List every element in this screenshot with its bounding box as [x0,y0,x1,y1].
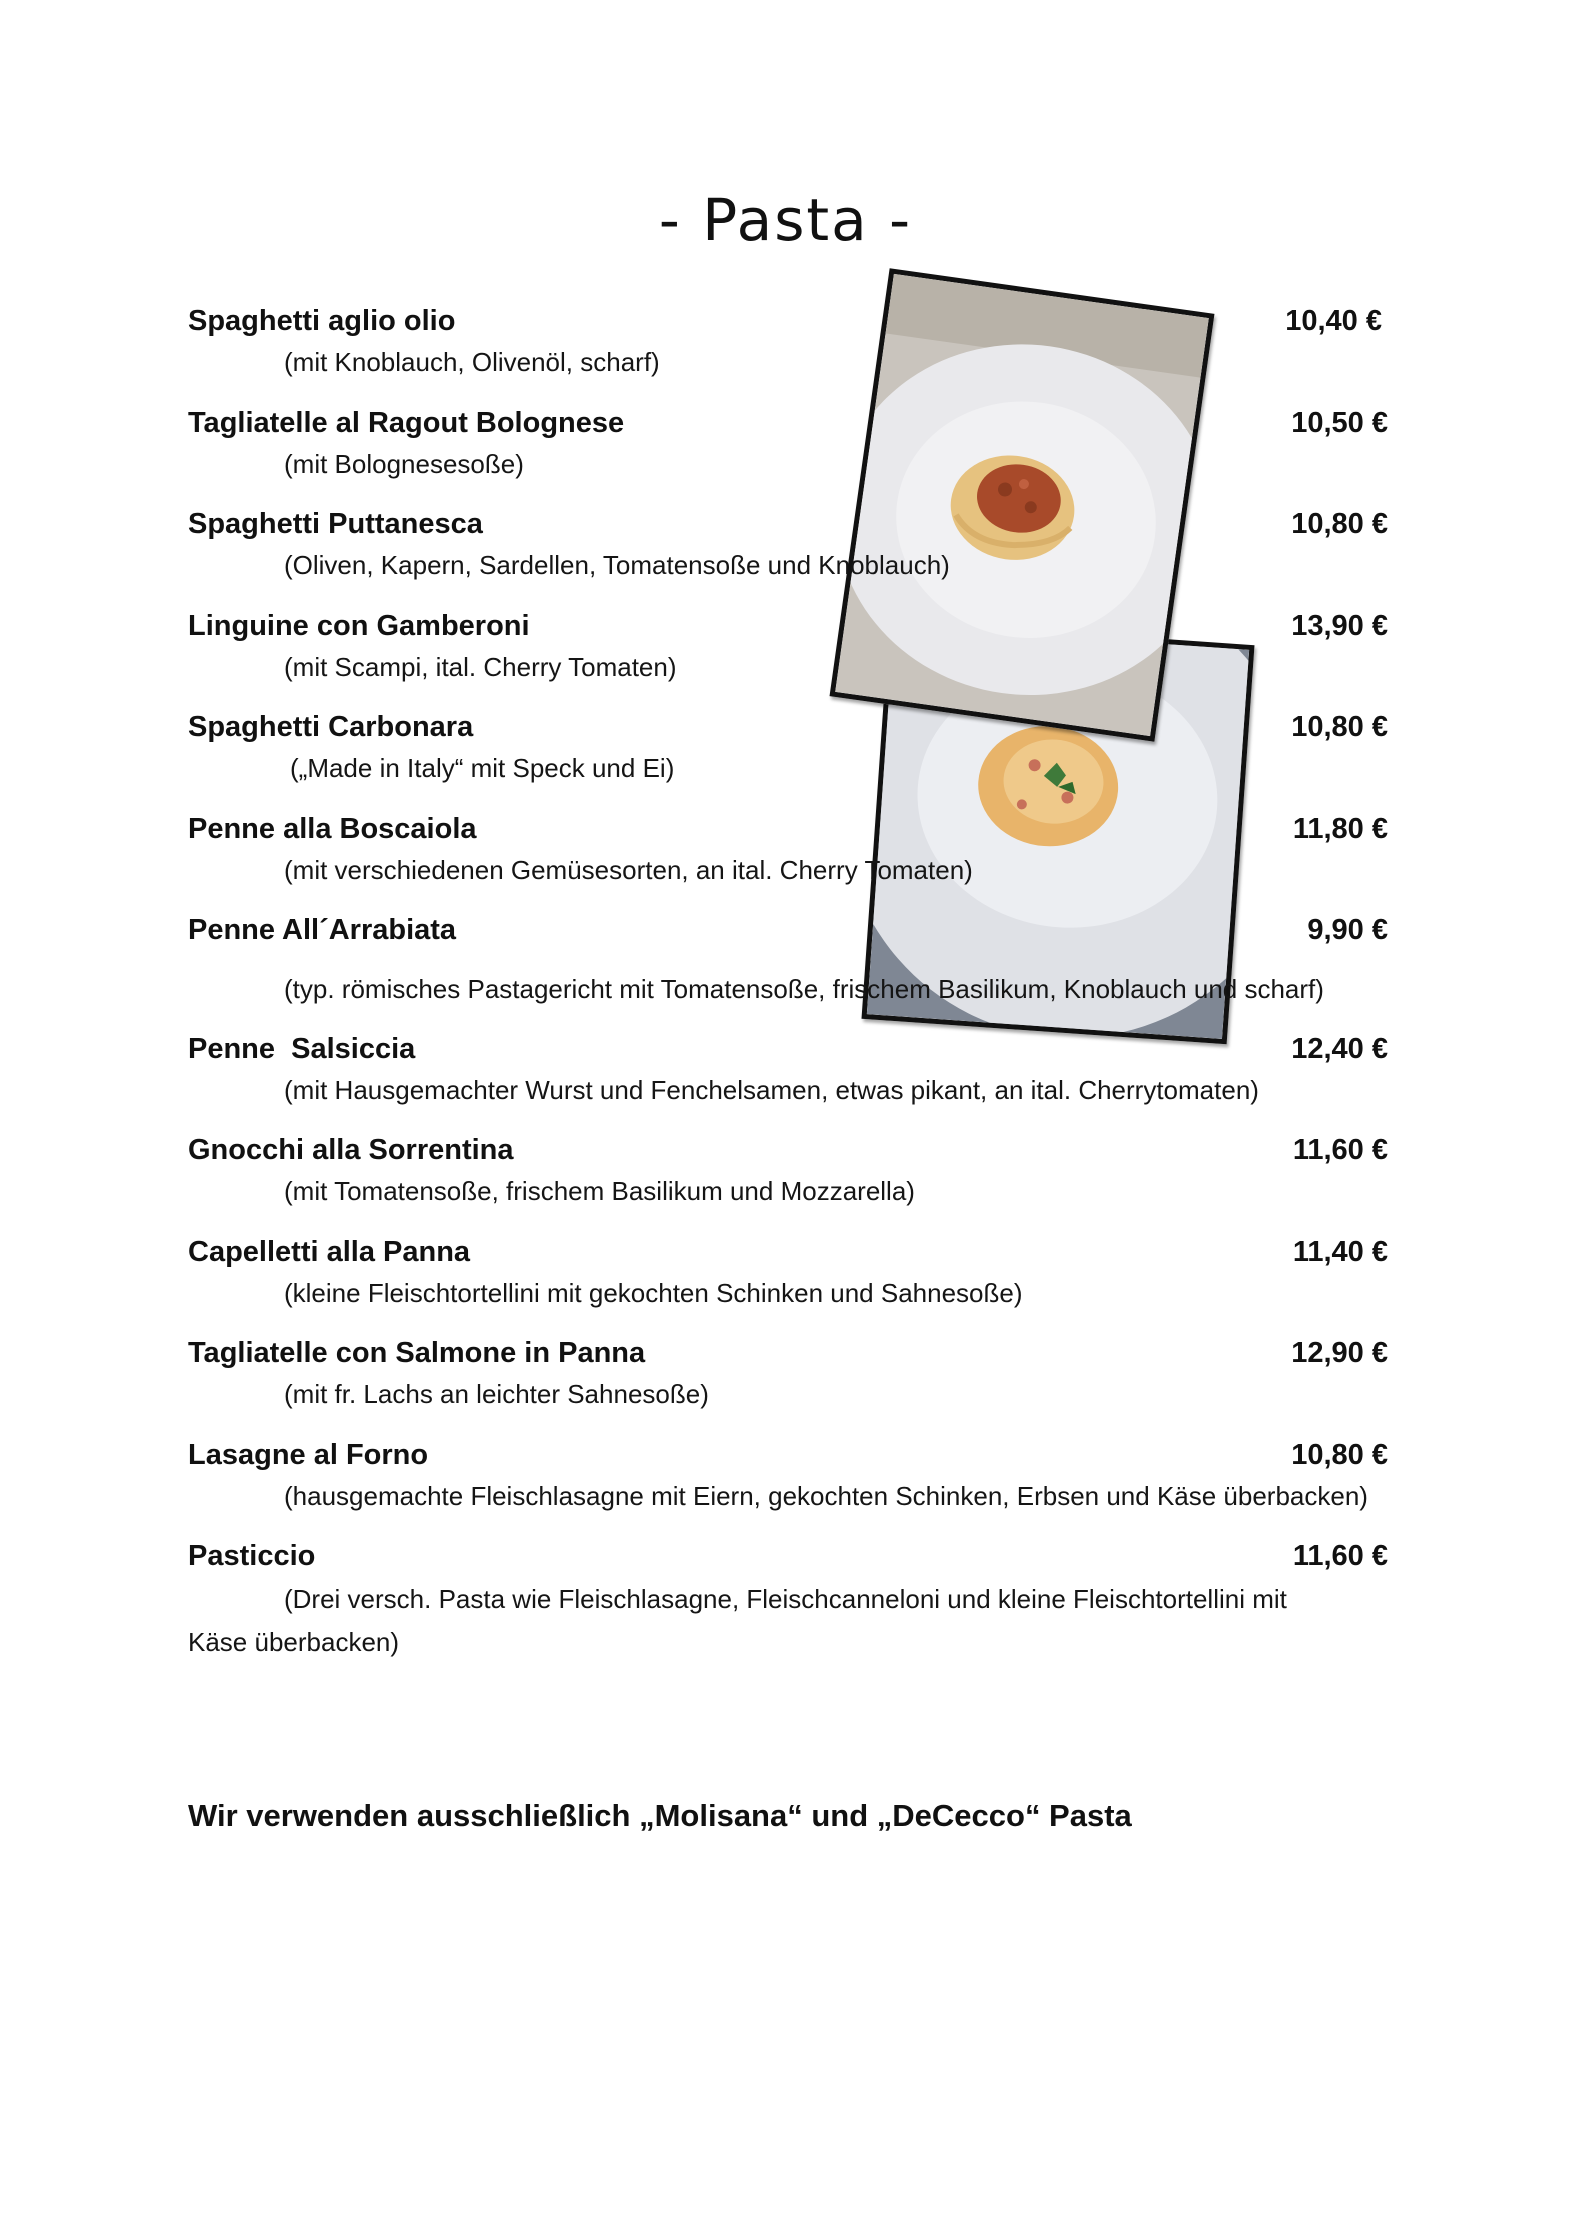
item-description: („Made in Italy“ mit Speck und Ei) [290,753,675,783]
item-name: Spaghetti Puttanesca [188,508,483,540]
item-description: (mit verschiedenen Gemüsesorten, an ital. Cherry Tomaten) [284,855,973,885]
item-description: (mit Bolognesesoße) [284,449,524,479]
item-name: Penne Salsiccia [188,1033,416,1065]
item-price: 10,80 € [1291,508,1388,540]
item-name: Tagliatelle con Salmone in Panna [188,1337,646,1369]
item-description: (mit fr. Lachs an leichter Sahnesoße) [284,1379,709,1409]
item-price: 10,80 € [1291,711,1388,743]
item-name: Gnocchi alla Sorrentina [188,1134,514,1166]
pasta-brand-note: Wir verwenden ausschließlich „Molisana“ und „DeCecco“ Pasta [188,1798,1132,1833]
item-name: Lasagne al Forno [188,1439,429,1471]
item-price: 11,60 € [1292,1540,1388,1572]
item-name: Penne alla Boscaiola [188,813,477,845]
item-price: 10,50 € [1291,407,1388,439]
item-description: (Drei versch. Pasta wie Fleischlasagne, Fleischcanneloni und kleine Fleischtortellini mit Käse überbacken) [188,1584,1287,1657]
pasta-bolognese-photo [830,268,1215,741]
item-description: (mit Hausgemachter Wurst und Fenchelsamen, etwas pikant, an ital. Cherrytomaten) [284,1075,1259,1105]
item-name: Spaghetti aglio olio [188,305,456,337]
item-price: 9,90 € [1307,914,1388,946]
item-name: Spaghetti Carbonara [188,711,474,743]
item-price: 11,40 € [1292,1236,1388,1268]
item-description: (kleine Fleischtortellini mit gekochten Schinken und Sahnesoße) [284,1278,1023,1308]
item-price: 12,40 € [1291,1033,1388,1065]
item-price: 11,60 € [1292,1134,1388,1166]
item-description: (mit Knoblauch, Olivenöl, scharf) [284,347,660,377]
item-price: 10,80 € [1291,1439,1388,1471]
item-description: (typ. römisches Pastagericht mit Tomatensoße, frischem Basilikum, Knoblauch und scharf) [284,974,1324,1004]
item-price: 13,90 € [1291,610,1388,642]
item-description: (mit Scampi, ital. Cherry Tomaten) [284,652,677,682]
item-name: Tagliatelle al Ragout Bolognese [188,407,625,439]
item-name: Capelletti alla Panna [188,1236,471,1268]
page-title: - Pasta - [658,186,913,254]
item-description: (mit Tomatensoße, frischem Basilikum und Mozzarella) [284,1176,915,1206]
item-price: 10,40 € [1285,305,1382,337]
item-price: 12,90 € [1291,1337,1388,1369]
item-name: Linguine con Gamberoni [188,610,530,642]
item-name: Penne All´Arrabiata [188,914,457,946]
item-price: 11,80 € [1292,813,1388,845]
item-description: (Oliven, Kapern, Sardellen, Tomatensoße und Knoblauch) [284,550,950,580]
item-name: Pasticcio [188,1540,316,1572]
item-description: (hausgemachte Fleischlasagne mit Eiern, gekochten Schinken, Erbsen und Käse überbacken) [284,1481,1368,1511]
